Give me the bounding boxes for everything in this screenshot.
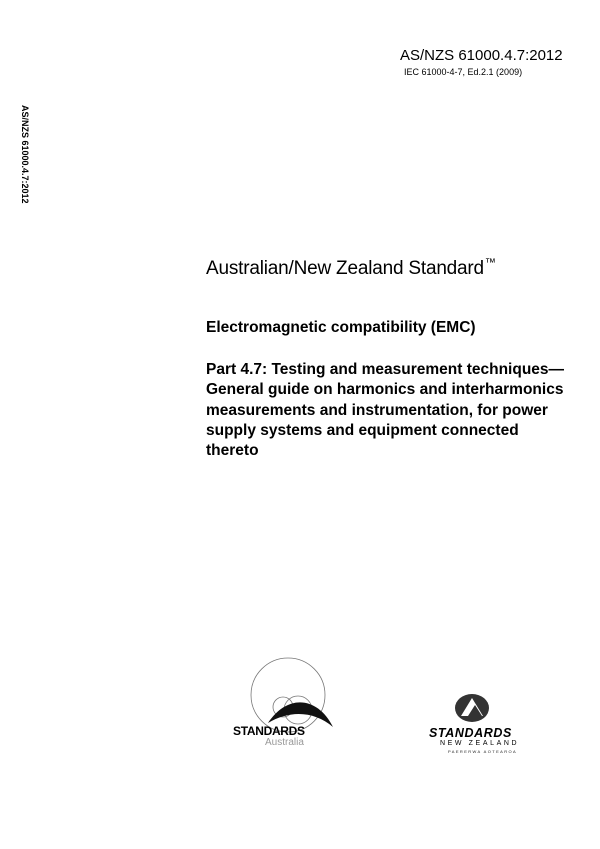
standards-nz-word: STANDARDS xyxy=(429,726,512,740)
part-title: Part 4.7: Testing and measurement techniques—General guide on harmonics and interharmonics measurements and instrumentation, for power supply systems and equipment connected thereto xyxy=(206,361,565,460)
standards-new-zealand-logo-icon xyxy=(452,692,492,724)
standards-australia-word: STANDARDS xyxy=(233,724,305,738)
standards-nz-sub: NEW ZEALAND xyxy=(440,740,520,747)
main-title xyxy=(206,257,496,280)
subject-title: Electromagnetic compatibility (EMC) xyxy=(206,319,476,336)
standards-australia-sub: Australia xyxy=(265,737,304,748)
standard-number: AS/NZS 61000.4.7:2012 xyxy=(400,47,563,64)
iec-reference: IEC 61000-4-7, Ed.2.1 (2009) xyxy=(404,67,523,77)
main-title-text: Australian/New Zealand Standard xyxy=(206,258,484,279)
spine-text: AS/NZS 61000.4.7:2012 xyxy=(20,105,30,204)
standards-nz-sub2: PAERERWA AOTEAROA xyxy=(448,749,518,754)
trademark-symbol: ™ xyxy=(484,257,496,269)
